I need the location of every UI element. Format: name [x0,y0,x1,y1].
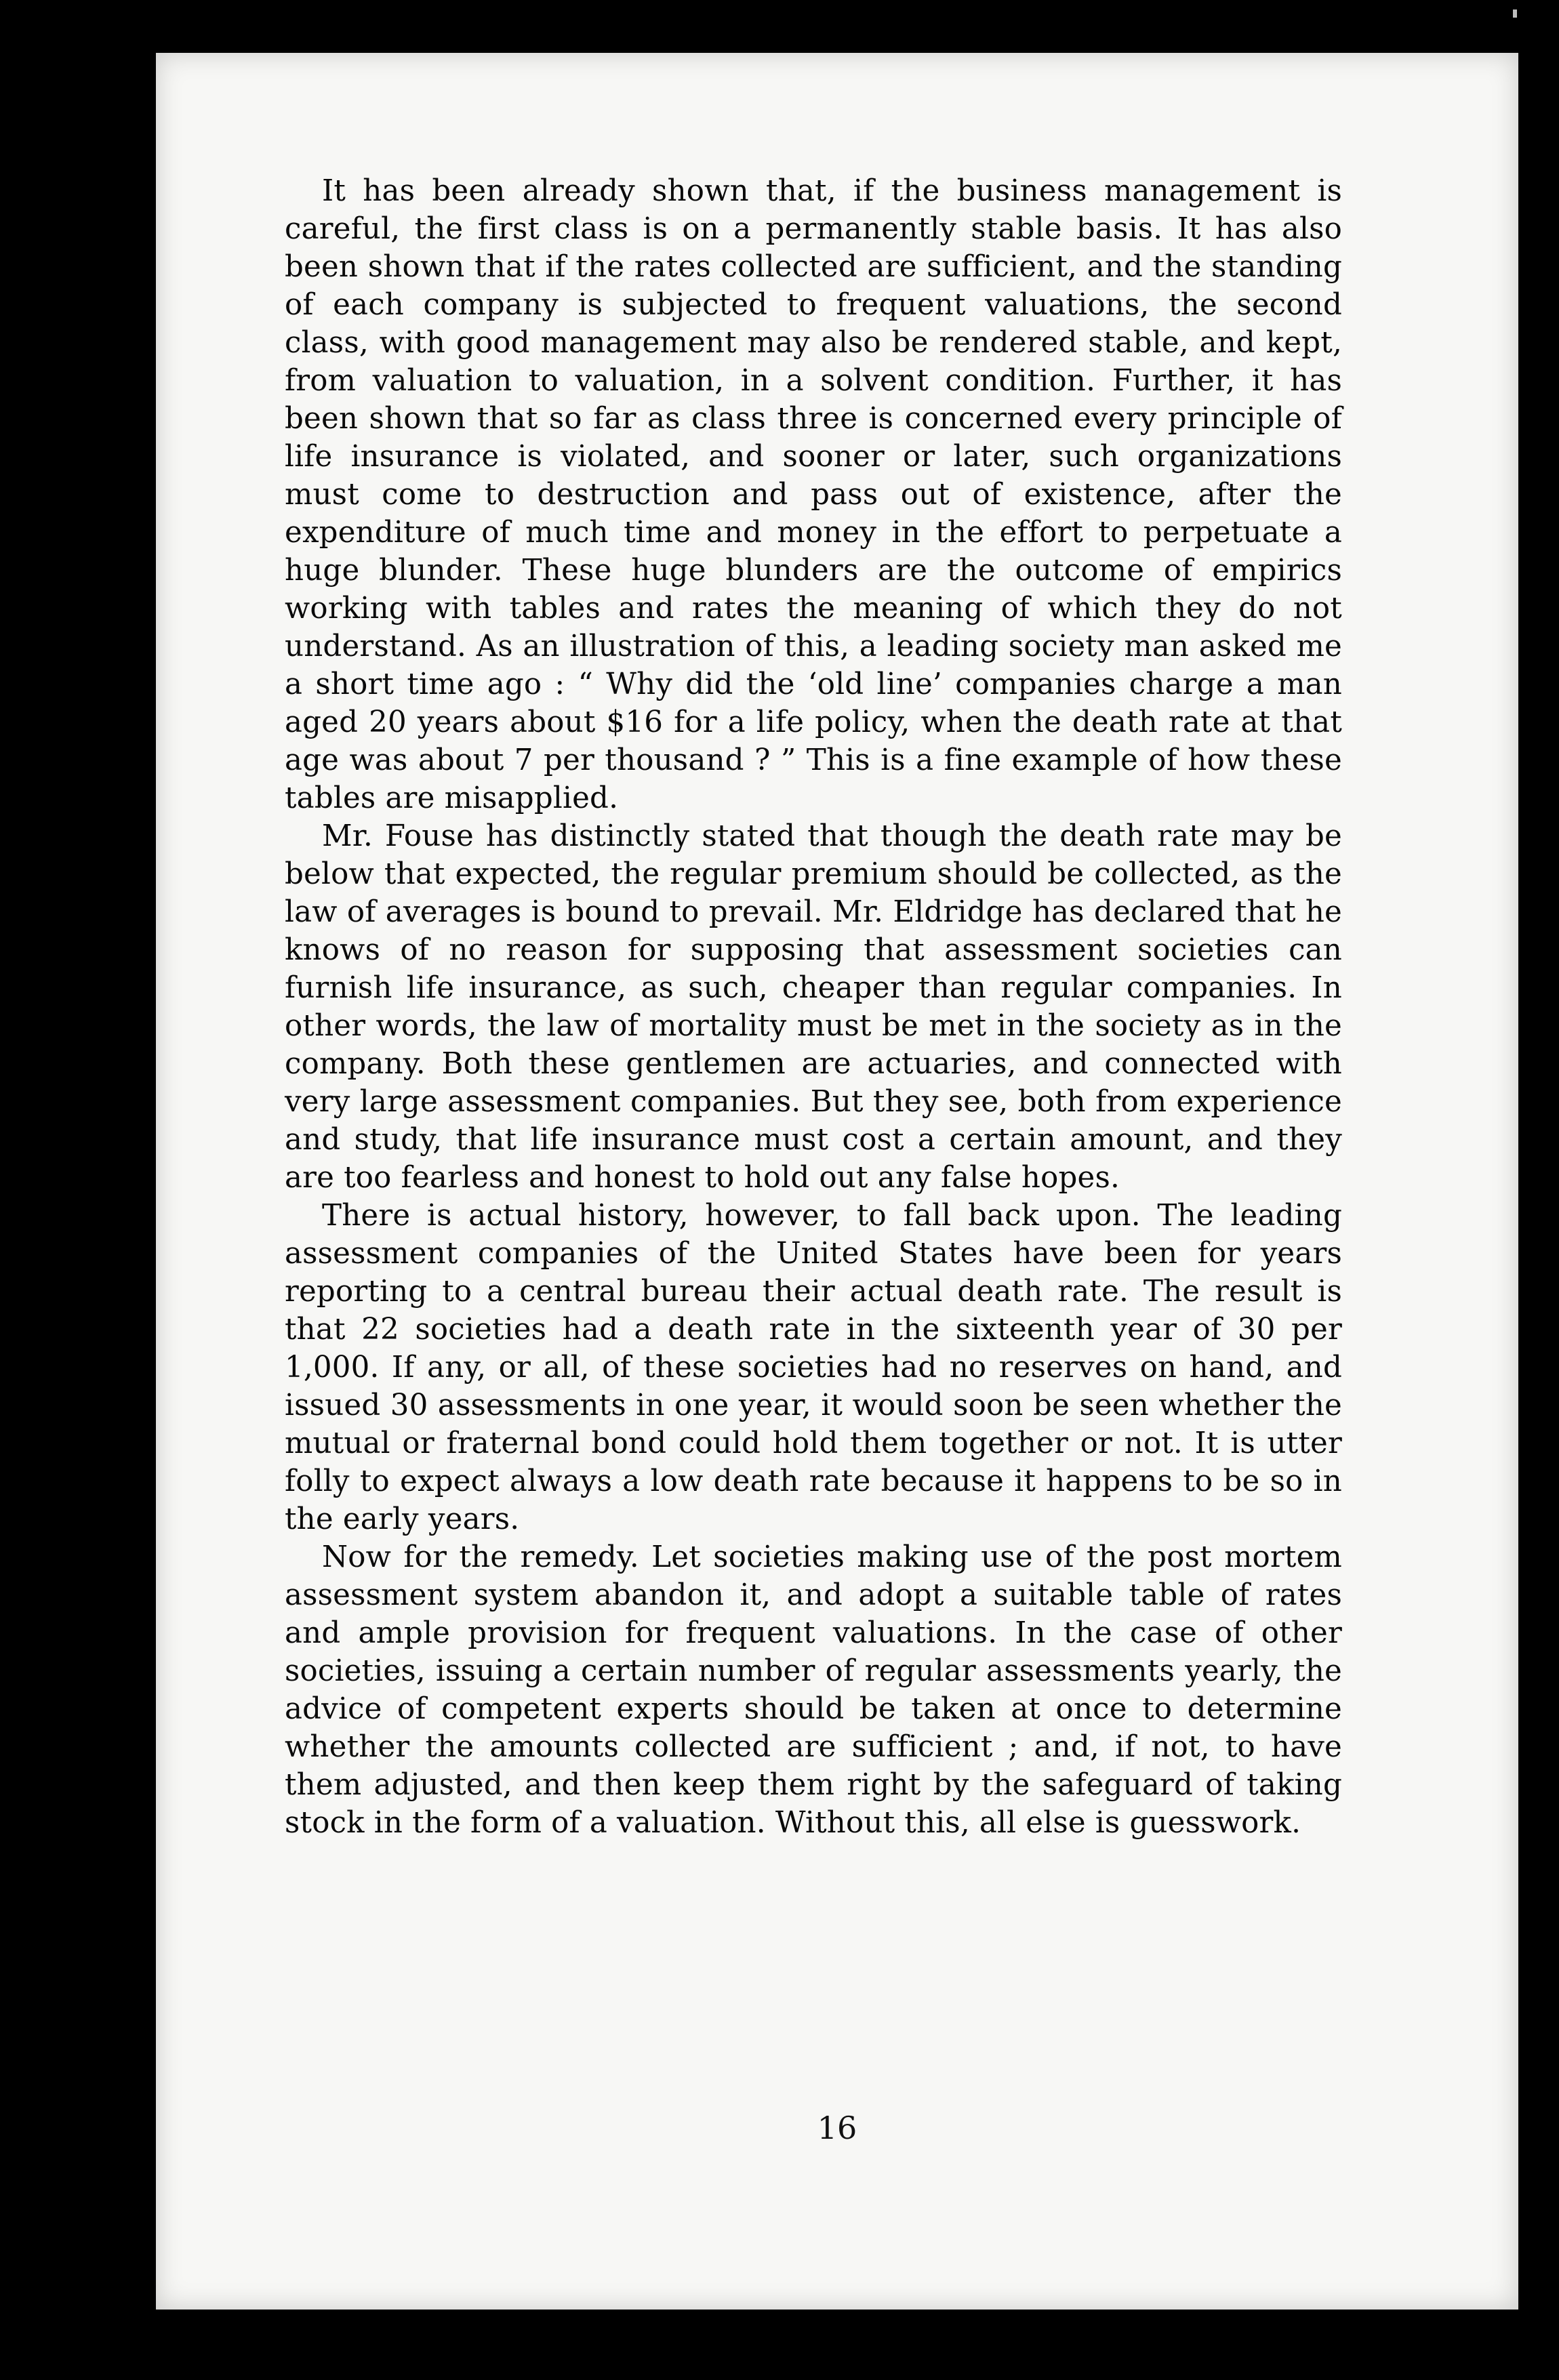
scan-edge-mark-top [1513,9,1517,18]
scanned-page [156,53,1518,2310]
paragraph-1: It has been already shown that, if the business management is careful, the first class is on a permanently stable basis. It has also been shown that if the rates collected are sufficient, and the standing of each company is subjected to frequent valuations, the second class, with good management may also be rendered stable, and kept, from valuation to valuation, in a solvent condition. Further, it has been shown that so far as class three is concerned every principle of life insurance is violated, and sooner or later, such organizations must come to destruction and pass out of existence, after the expenditure of much time and money in the effort to perpetuate a huge blunder. These huge blunders are the outcome of empirics working with tables and rates the meaning of which they do not understand. As an illustration of this, a leading society man asked me a short time ago : “ Why did the ‘old line’ companies charge a man aged 20 years about $16 for a life policy, when the death rate at that age was about 7 per thousand ? ” This is a fine example of how these tables are misapplied. [285,174,1342,815]
page-number: 16 [817,2110,857,2146]
paragraph-3: There is actual history, however, to fall back upon. The leading assessment companies of the United States have been for years reporting to a central bureau their actual death rate. The result is that 22 societies had a death rate in the sixteenth year of 30 per 1,000. If any, or all, of these societies had no reserves on hand, and issued 30 assessments in one year, it would soon be seen whether the mutual or fraternal bond could hold them together or not. It is utter folly to expect always a low death rate because it happens to be so in the early years. [285,1199,1342,1536]
paragraph-4: Now for the remedy. Let societies making use of the post mortem assessment system abandon it, and adopt a suitable table of rates and ample provision for frequent valuations. In the case of other societies, issuing a certain number of regular assessments yearly, the advice of competent experts should be taken at once to determine whether the amounts collected are sufficient ; and, if not, to have them adjusted, and then keep them right by the safeguard of taking stock in the form of a valuation. Without this, all else is guesswork. [285,1540,1342,1840]
paragraph-2: Mr. Fouse has distinctly stated that though the death rate may be below that expected, the regular premium should be collected, as the law of averages is bound to prevail. Mr. Eldridge has declared that he knows of no reason for supposing that assessment societies can furnish life insurance, as such, cheaper than regular companies. In other words, the law of mortality must be met in the society as in the company. Both these gentlemen are actuaries, and connected with very large assessment companies. But they see, both from experience and study, that life insurance must cost a certain amount, and they are too fearless and honest to hold out any false hopes. [285,819,1342,1195]
body-text [285,172,1342,1842]
